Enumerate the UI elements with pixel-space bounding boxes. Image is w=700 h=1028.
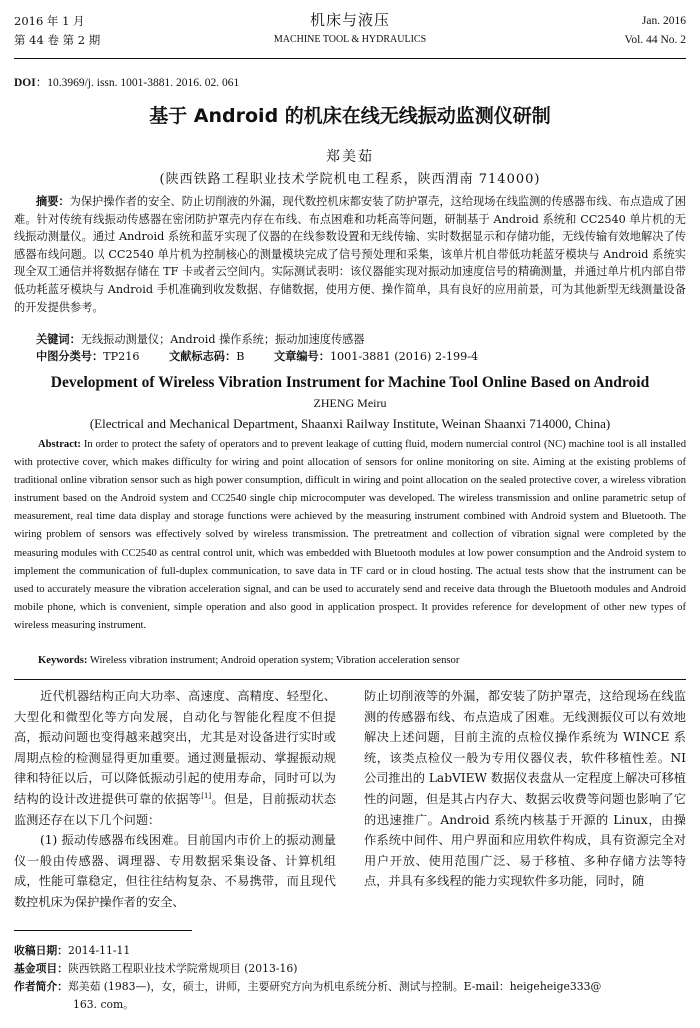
doi-label: DOI <box>14 77 36 89</box>
journal-name-en: MACHINE TOOL & HYDRAULICS <box>273 34 427 45</box>
body-paragraph: (1) 振动传感器布线困难。目前国内市价上的振动测量仪一般由传感器、调理器、专用数据采集设备、计算机组成，性能可靠稳定，但往往结构复杂、不易携带，而且现代数控机床为保护操作者的安全、 <box>14 833 336 909</box>
journal-name-cn: 机床与液压 <box>309 11 390 29</box>
body-paragraph: 防止切削液等的外漏，都安装了防护罩壳，这给现场在线监测的传感器布线、布点造成了困难。无线测振仪可以有效地解决上述问题，目前主流的点检仪操作系统为 WINCE 系统，该类点检仪一般为专用仪器仪表，软件移植性差。NI 公司推出的 LabVIEW 数据仪表盘从一定程度上解决可移植性的问题，但是其占内存大、数据云收费等问题也影响了它的迅速推广。Android 系统内核基于开源的 Linux，由操作系统中间件、用户界面和应用软件构成，具有资源完全对用户开放、使用范围广泛、易于移植、多种存储方法等特点，并具有多线程的能力实现软件多功能，同时，随 <box>364 689 686 889</box>
volume-en: Vol. 44 No. 2 <box>624 34 686 46</box>
paper-title-en: Development of Wireless Vibration Instrument for Machine Tool Online Based on Android <box>50 374 650 391</box>
affiliation-en: (Electrical and Mechanical Department, Shaanxi Railway Institute, Weinan Shaanxi 714000, China) <box>89 416 611 431</box>
issue-date-en: Jan. 2016 <box>641 15 686 27</box>
author-en: ZHENG Meiru <box>313 396 387 410</box>
abstract-en-label: Abstract: <box>38 439 81 450</box>
volume-cn: 第 44 卷 第 2 期 <box>14 33 101 47</box>
header-rule <box>14 58 686 59</box>
abstract-en <box>14 436 686 635</box>
footnote-rule <box>14 930 192 931</box>
body-text: 。但是，目前振动状态监测还存在以下几个问题： <box>14 791 337 827</box>
classification-line <box>36 348 676 365</box>
keywords-en <box>38 655 459 666</box>
body-column-left <box>14 686 336 913</box>
body-text: 近代机器结构正向大功率、高速度、高精度、轻型化、大型化和微型化等方向发展，自动化与智能化程度不但提高，振动问题也变得越来越突出，尤其是对设备进行实时或周期点检的检测显得更加重要。通过测量振动、掌握振动规律和特征以后，可以降低振动引起的使用寿命，同时可以为结构的设计改进提供可靠的依据等 <box>14 689 336 806</box>
citation-ref: [1] <box>201 791 212 800</box>
received-date <box>14 942 686 960</box>
body-column-right <box>364 686 686 892</box>
keywords-cn-text: 无线振动测量仪；Android 操作系统；振动加速度传感器 <box>80 333 365 346</box>
received-label: 收稿日期： <box>14 944 68 957</box>
author-bio-value: 郑美茹 (1983—)，女，硕士，讲师，主要研究方向为机电系统分析、测试与控制。E-mail：heigeheige333@ <box>67 980 602 993</box>
article-no-value: 1001-3881 (2016) 2-199-4 <box>329 350 479 363</box>
keywords-cn <box>36 331 365 348</box>
clc-value: TP216 <box>103 350 140 363</box>
fund-label: 基金项目： <box>14 962 68 975</box>
paper-title-cn: 基于 Android 的机床在线无线振动监测仪研制 <box>149 105 551 127</box>
keywords-en-text: Wireless vibration instrument; Android operation system; Vibration acceleration sensor <box>89 655 460 666</box>
affiliation-cn: (陕西铁路工程职业技术学院机电工程系，陕西渭南 714000) <box>159 172 541 187</box>
article-no-label: 文章编号： <box>273 350 330 363</box>
received-value: 2014-11-11 <box>67 944 131 957</box>
section-rule <box>14 679 686 680</box>
header-right <box>625 12 686 50</box>
keywords-en-label: Keywords: <box>38 655 88 666</box>
footnotes <box>14 942 686 1014</box>
doi-value: ：10.3969/j. issn. 1001-3881. 2016. 02. 061 <box>35 77 240 89</box>
doc-code-label: 文献标志码： <box>169 350 237 363</box>
keywords-cn-label: 关键词： <box>36 333 81 346</box>
journal-header <box>0 10 700 48</box>
abstract-cn-text: 为保护操作者的安全、防止切削液的外漏，现代数控机床都安装了防护罩壳，这给现场在线监测的传感器布线、布点造成了困难。针对传统有线振动传感器在密闭防护罩壳内存在布线、布点困难和功耗高等问题，研制基于 Android 系统和 CC2540 单片机的无线振动测量仪。通过 Android 系统和蓝牙实现了仪器的在线参数设置和无线传输、实时数据显示和存储功能，无线传输有效地解决了传感器布线问题。以 CC2540 单片机为控制核心的测量模块完成了信号预处理和采集，该单片机自带低功耗蓝牙模块与 Android 系统实现全双工通信并将数据存储在 TF 卡或者云空间内。实际测试表明：该仪器能实现对振动加速度信号的精确测量，并通过单片机内部自带低功耗蓝牙模块与 Android 手机准确到收发数据、存储数据，使用方便、操作简单，具有良好的应用前景，可为其他新型无线测量设备的开发提供参考。 <box>14 195 686 314</box>
fund-value: 陕西铁路工程职业技术学院常规项目 (2013-16) <box>67 962 298 975</box>
author-bio-label: 作者简介： <box>14 980 68 993</box>
author-bio-cont: 163. com。 <box>73 998 135 1011</box>
doi-line <box>14 74 239 90</box>
abstract-en-text: In order to protect the safety of operators and to prevent leakage of cutting fluid, modern numercial control (NC) machine tool is all installed with protective cover, which makes difficulty for wiring and point allocation of sensors for online monitoring on site. Aiming at the existing problems of traditional online vibration sensor such as high power consumption, difficult in wiring and point allocation on the sealed protective cover, a wireless vibration instrument based on the Android system and CC2540 single chip microcomputer was developed. The wireless transmission and online parametric setup of measurement, real time data display and storage functions were achieved by the measuring instrument combined with Android system and Bluetooth. The wiring problem of sensors was effectively solved by wireless transmission. The pretreatment and collection of vibration signal were completed by the measuring modules with CC2540 as central control unit, which was embedded with Bluetooth modules at low power consumption and the Android system to implement the communication of full-duplex communication, to save data in TF card or in cloud hosting. The actual tests show that the instrument can be used to accurately measure the vibration acceleration signal, and can be used to accurately send and receive data through the Bluetooth modules and Android mobile phone, which is convenient, simple operation and also good in application prospect. It provides reference for development of other new types of wireless measuring instrument. <box>14 439 686 631</box>
author-bio <box>14 978 686 996</box>
fund-info <box>14 960 686 978</box>
abstract-cn-label: 摘要： <box>36 195 70 208</box>
body-paragraph <box>14 686 336 830</box>
abstract-cn <box>14 193 686 316</box>
author-cn: 郑美茹 <box>326 149 374 165</box>
doc-code-value: B <box>236 350 245 363</box>
clc-label: 中图分类号： <box>36 350 104 363</box>
issue-date-cn: 2016 年 1 月 <box>14 14 85 28</box>
